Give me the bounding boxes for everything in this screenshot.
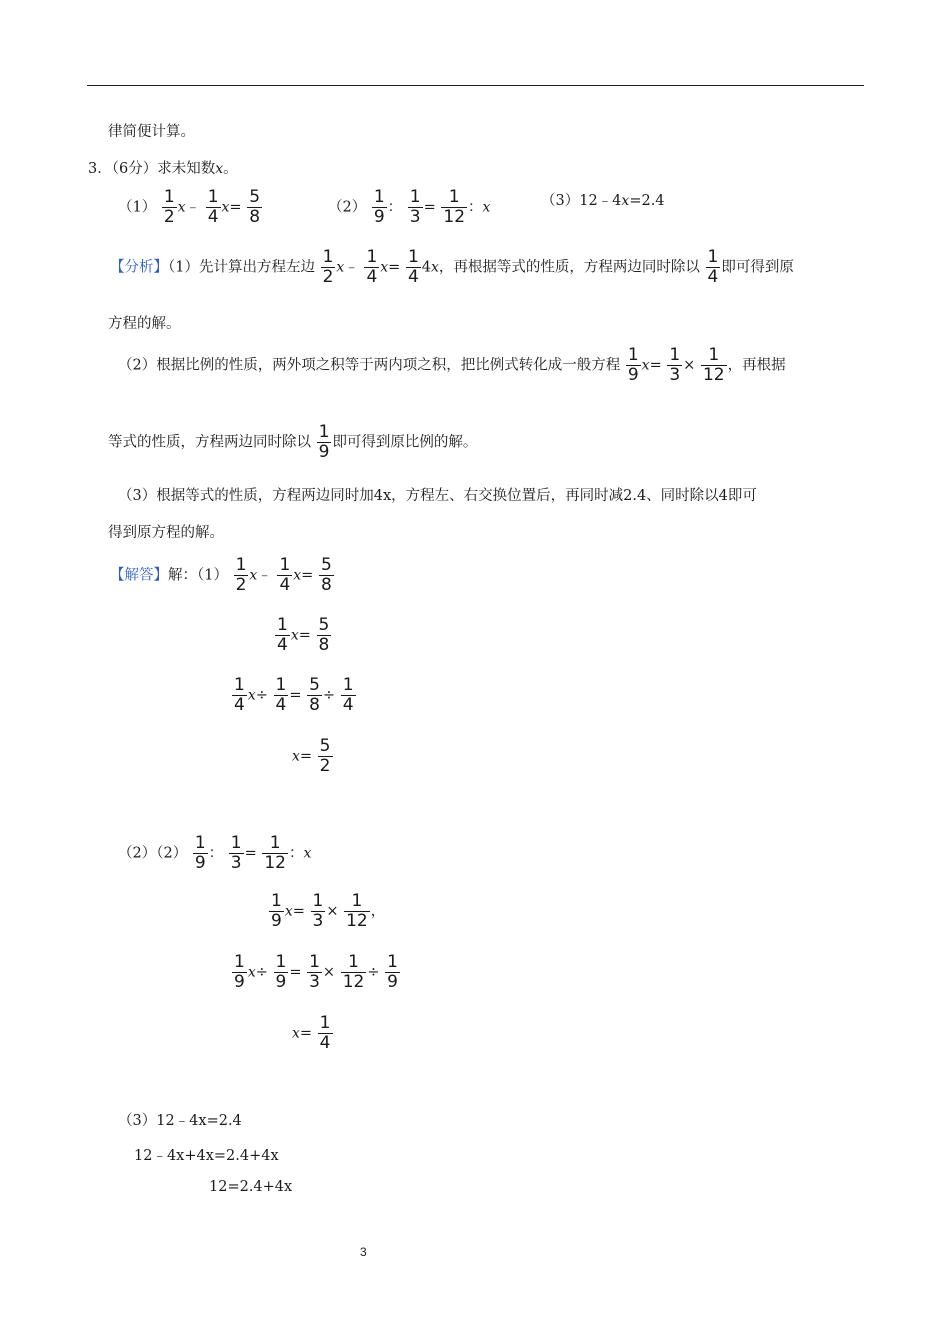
analysis-1: 【分析】（1）先计算出方程左边 $\frac{1}{2}$ x﹣ $\frac{1}{4}$ x= $\frac{1}{4}$ 4x，再根据等式的性质，方程两边同时除以 $\frac{1}{4}$ 即可得到原	[110, 247, 794, 288]
solution-2-step2: $\frac{1}{9}$ x= $\frac{1}{3}$ × $\frac{1}{12}$ ，	[271, 891, 386, 932]
fraction: $\frac{1}{3}$	[409, 187, 421, 228]
solution-tag: 【解答】	[110, 567, 168, 584]
fraction: $\frac{1}{9}$	[275, 952, 287, 993]
fraction: $\frac{1}{9}$	[234, 952, 245, 993]
analysis-tag: 【分析】	[110, 259, 168, 276]
fraction: $\frac{1}{3}$	[312, 891, 324, 932]
fraction: $\frac{1}{9}$	[318, 422, 330, 463]
fraction: $\frac{1}{2}$	[163, 187, 175, 228]
analysis-2-line2: 等式的性质，方程两边同时除以 $\frac{1}{9}$ 即可得到原比例的解。	[108, 422, 478, 463]
fraction: $\frac{1}{4}$	[275, 675, 287, 716]
problem-number: 3．	[88, 161, 112, 177]
solution-2-step3: $\frac{1}{9}$ x÷ $\frac{1}{9}$ = $\frac{1}{3}$ × $\frac{1}{12}$ ÷ $\frac{1}{9}$	[234, 952, 398, 993]
fraction: $\frac{1}{12}$	[702, 345, 725, 386]
analysis-2: （2）根据比例的性质，两外项之积等于两内项之积，把比例式转化成一般方程 $\frac{1}{9}$ x= $\frac{1}{3}$ × $\frac{1}{12}$ ，再根据	[118, 345, 786, 386]
solution-3-line2: 12﹣4x+4x=2.4+4x	[134, 1148, 279, 1164]
problem-prompt: 求未知数	[157, 161, 216, 177]
analysis-1-line2: 方程的解。	[108, 316, 181, 332]
analysis-3: （3）根据等式的性质，方程两边同时加4x，方程左、右交换位置后，再同时减2.4、同时除以4即可	[118, 488, 757, 504]
fraction: $\frac{1}{3}$	[669, 345, 681, 386]
fraction: $\frac{1}{4}$	[207, 187, 219, 228]
solution-3-line3: 12=2.4+4x	[209, 1179, 293, 1195]
analysis-3-line2: 得到原方程的解。	[108, 525, 224, 541]
fraction: $\frac{1}{4}$	[407, 247, 419, 288]
solution-2-result: x= $\frac{1}{4}$	[292, 1013, 331, 1054]
fraction: $\frac{1}{4}$	[342, 675, 354, 716]
fraction: $\frac{1}{9}$	[373, 187, 385, 228]
fraction: $\frac{1}{2}$	[235, 555, 247, 596]
fraction: $\frac{1}{9}$	[194, 833, 206, 874]
part-3-equation: （3）12﹣4x=2.4	[541, 193, 665, 209]
fraction: $\frac{5}{8}$	[249, 187, 261, 228]
problem-heading: 3．（6分）求未知数x。	[88, 161, 238, 177]
fraction: $\frac{1}{3}$	[309, 952, 320, 993]
fraction: $\frac{1}{4}$	[277, 615, 288, 656]
header-rule	[87, 85, 864, 86]
fraction: $\frac{5}{8}$	[320, 555, 332, 596]
prompt-variable: x	[215, 161, 224, 177]
part-1-equation: （1） $\frac{1}{2}$ x﹣ $\frac{1}{4}$ x= $\frac{5}{8}$	[118, 187, 261, 228]
fraction: $\frac{1}{4}$	[707, 247, 719, 288]
part-2-equation: （2） $\frac{1}{9}$ ： $\frac{1}{3}$ = $\frac{1}{12}$ ：x	[328, 187, 491, 228]
fraction: $\frac{1}{4}$	[366, 247, 378, 288]
fraction: $\frac{1}{4}$	[319, 1013, 331, 1054]
fraction: $\frac{1}{12}$	[342, 952, 365, 993]
fraction: $\frac{1}{12}$	[346, 891, 368, 932]
fraction: $\frac{1}{3}$	[230, 833, 242, 874]
fraction: $\frac{5}{2}$	[319, 736, 331, 777]
solution-1-step2: $\frac{1}{4}$ x= $\frac{5}{8}$	[277, 615, 330, 656]
problem-score: （6分）	[111, 161, 158, 177]
carry-text: 律简便计算。	[108, 124, 195, 140]
solution-3-line1: （3）12﹣4x=2.4	[118, 1113, 242, 1129]
solution-1-step3: $\frac{1}{4}$ x÷ $\frac{1}{4}$ = $\frac{5}{8}$ ÷ $\frac{1}{4}$	[234, 675, 354, 716]
fraction: $\frac{1}{9}$	[387, 952, 398, 993]
fraction: $\frac{1}{4}$	[234, 675, 245, 716]
fraction: $\frac{1}{12}$	[264, 833, 286, 874]
fraction: $\frac{5}{8}$	[309, 675, 320, 716]
solution-1-step1: 【解答】解：（1） $\frac{1}{2}$ x﹣ $\frac{1}{4}$ x= $\frac{5}{8}$	[110, 555, 332, 596]
solution-1-result: x= $\frac{5}{2}$	[292, 736, 331, 777]
fraction: $\frac{1}{9}$	[271, 891, 282, 932]
fraction: $\frac{1}{9}$	[627, 345, 639, 386]
solution-2-step1: （2）（2） $\frac{1}{9}$ ： $\frac{1}{3}$ = $\frac{1}{12}$ ：x	[118, 833, 312, 874]
fraction: $\frac{1}{2}$	[322, 247, 334, 288]
page-number: 3	[360, 1245, 367, 1259]
fraction: $\frac{1}{12}$	[443, 187, 466, 228]
fraction: $\frac{5}{8}$	[318, 615, 330, 656]
fraction: $\frac{1}{4}$	[279, 555, 291, 596]
